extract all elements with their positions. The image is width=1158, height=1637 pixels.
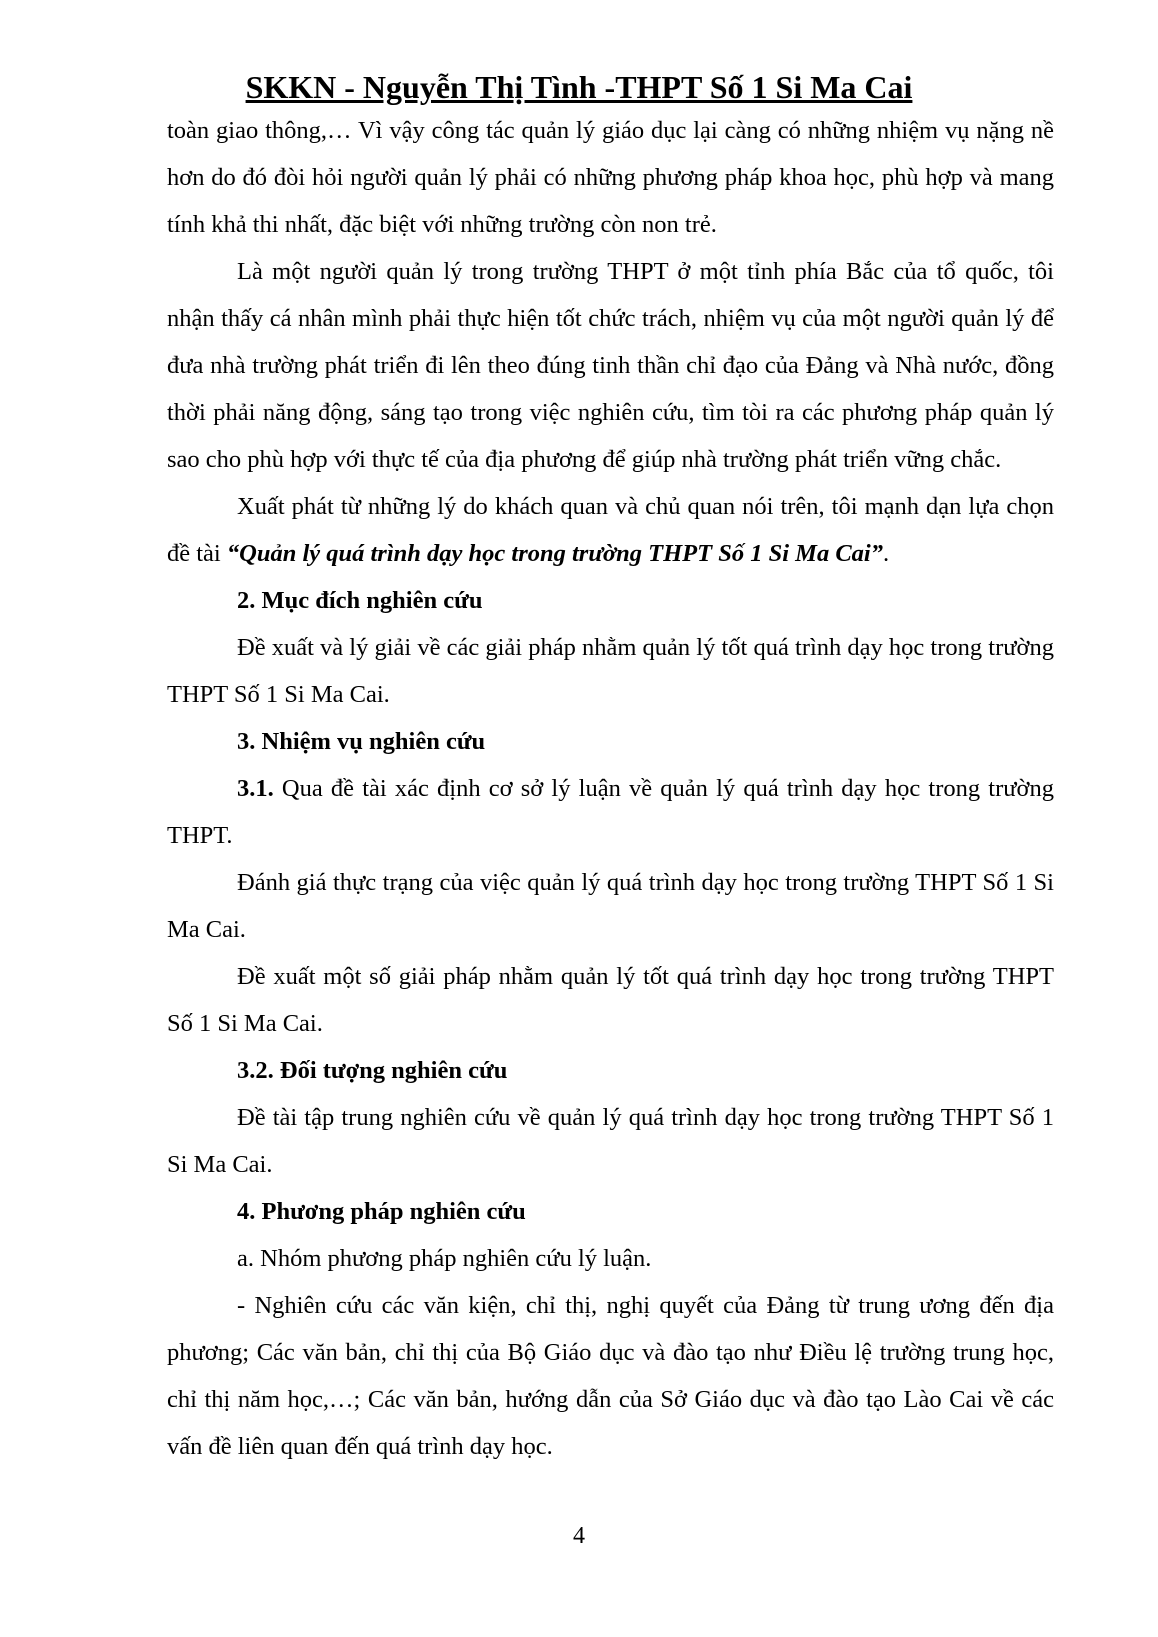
- heading-research-purpose: 2. Mục đích nghiên cứu: [237, 587, 483, 614]
- document-body: [167, 107, 1054, 1470]
- paragraph-method-documents: - Nghiên cứu các văn kiện, chỉ thị, nghị quyết của Đảng từ trung ương đến địa phương; Các văn bản, chỉ thị của Bộ Giáo dục và đào tạo như Điều lệ trường trung học, chỉ thị năm học,…; Các văn bản, hướng dẫn của Sở Giáo dục và đào tạo Lào Cai về các vấn đề liên quan đến quá trình dạy học.: [167, 1292, 1054, 1460]
- topic-title: “Quản lý quá trình dạy học trong trường THPT Số 1 Si Ma Cai”: [226, 540, 883, 567]
- heading-research-methods: 4. Phương pháp nghiên cứu: [237, 1198, 526, 1225]
- paragraph-research-purpose: Đề xuất và lý giải về các giải pháp nhằm quản lý tốt quá trình dạy học trong trường THPT Số 1 Si Ma Cai.: [167, 634, 1054, 708]
- task-3-1-text: Qua đề tài xác định cơ sở lý luận về quản lý quá trình dạy học trong trường THPT.: [167, 775, 1054, 849]
- page-number: 4: [573, 1523, 585, 1549]
- paragraph-method-group-a: a. Nhóm phương pháp nghiên cứu lý luận.: [237, 1245, 652, 1272]
- paragraph-assessment: Đánh giá thực trạng của việc quản lý quá trình dạy học trong trường THPT Số 1 Si Ma Cai.: [167, 869, 1054, 943]
- paragraph-role-statement: Là một người quản lý trong trường THPT ở một tỉnh phía Bắc của tổ quốc, tôi nhận thấy cá nhân mình phải thực hiện tốt chức trách, nhiệm vụ của một người quản lý để đưa nhà trường phát triển đi lên theo đúng tinh thần chỉ đạo của Đảng và Nhà nước, đồng thời phải năng động, sáng tạo trong việc nghiên cứu, tìm tòi ra các phương pháp quản lý sao cho phù hợp với thực tế của địa phương để giúp nhà trường phát triển vững chắc.: [167, 258, 1054, 473]
- paragraph-proposal: Đề xuất một số giải pháp nhằm quản lý tốt quá trình dạy học trong trường THPT Số 1 Si Ma Cai.: [167, 963, 1054, 1037]
- heading-research-subject: 3.2. Đối tượng nghiên cứu: [237, 1057, 508, 1084]
- page-header-title: SKKN - Nguyễn Thị Tình -THPT Số 1 Si Ma Cai: [245, 69, 913, 105]
- paragraph-topic-choice: [167, 483, 1054, 577]
- task-3-1-label: 3.1.: [237, 775, 274, 802]
- paragraph-task-3-1: [167, 765, 1054, 859]
- paragraph-continuation: toàn giao thông,… Vì vậy công tác quản lý giáo dục lại càng có những nhiệm vụ nặng nề hơn do đó đòi hỏi người quản lý phải có những phương pháp khoa học, phù hợp và mang tính khả thi nhất, đặc biệt với những trường còn non trẻ.: [167, 117, 1054, 238]
- topic-choice-suffix: .: [882, 540, 890, 567]
- topic-choice-text: Xuất phát từ những lý do khách quan và chủ quan nói trên, tôi mạnh dạn lựa chọn đề tài: [167, 493, 1054, 567]
- paragraph-research-subject: Đề tài tập trung nghiên cứu về quản lý quá trình dạy học trong trường THPT Số 1 Si Ma Cai.: [167, 1104, 1054, 1178]
- heading-research-tasks: 3. Nhiệm vụ nghiên cứu: [237, 728, 486, 755]
